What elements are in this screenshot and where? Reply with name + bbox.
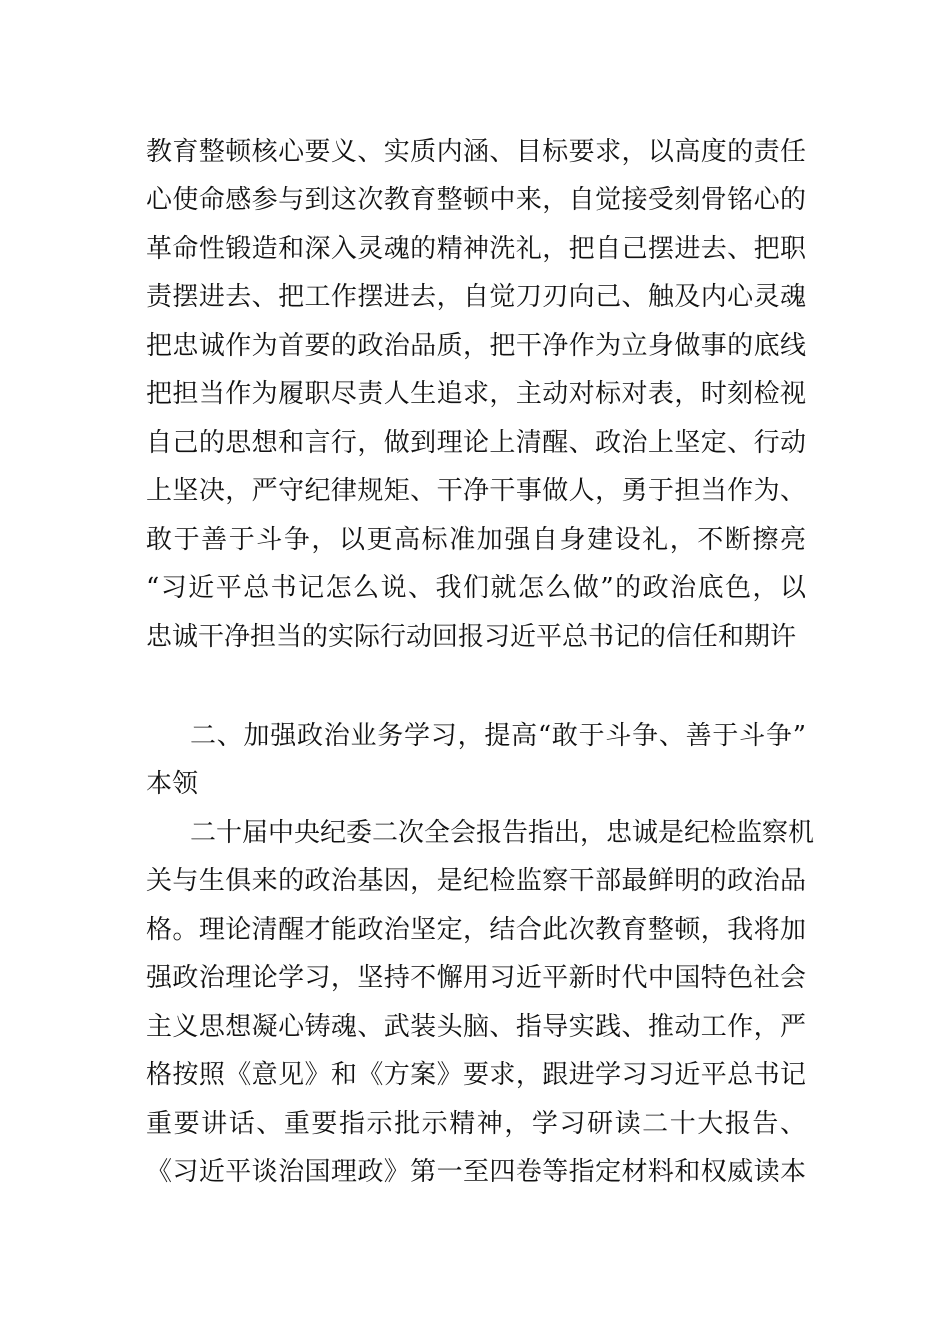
paragraph1-line-2: 心使命感参与到这次教育整顿中来，自觉接受刻骨铭心的 xyxy=(146,185,806,215)
paragraph1-line-4: 责摆进去、把工作摆进去，自觉刀刃向己、触及内心灵魂 xyxy=(146,282,806,312)
paragraph1-line-1: 教育整顿核心要义、实质内涵、目标要求，以高度的责任 xyxy=(146,137,806,167)
paragraph1-line-9: 敢于善于斗争，以更高标准加强自身建设礼，不断擦亮 xyxy=(146,525,806,555)
paragraph1-line-3: 革命性锻造和深入灵魂的精神洗礼，把自己摆进去、把职 xyxy=(146,234,806,264)
paragraph2-line-3: 格。理论清醒才能政治坚定，结合此次教育整顿，我将加 xyxy=(146,915,806,945)
paragraph2-line-6: 格按照《意见》和《方案》要求，跟进学习习近平总书记 xyxy=(146,1060,806,1090)
paragraph2-line-4: 强政治理论学习，坚持不懈用习近平新时代中国特色社会 xyxy=(146,963,806,993)
paragraph2-line-7: 重要讲话、重要指示批示精神，学习研读二十大报告、 xyxy=(146,1109,806,1139)
heading2-line-1: 二、加强政治业务学习，提高“敢于斗争、善于斗争” xyxy=(190,721,806,751)
paragraph1-line-6: 把担当作为履职尽责人生追求，主动对标对表，时刻检视 xyxy=(146,379,806,409)
paragraph2-line-8: 《习近平谈治国理政》第一至四卷等指定材料和权威读本 xyxy=(146,1157,806,1187)
paragraph2-line-1: 二十届中央纪委二次全会报告指出，忠诚是纪检监察机 xyxy=(190,818,815,848)
paragraph1-line-7: 自己的思想和言行，做到理论上清醒、政治上坚定、行动 xyxy=(146,428,806,458)
paragraph1-line-5: 把忠诚作为首要的政治品质，把干净作为立身做事的底线 xyxy=(146,331,806,361)
paragraph1-line-11: 忠诚干净担当的实际行动回报习近平总书记的信任和期许 xyxy=(146,622,797,652)
heading2-line-2: 本领 xyxy=(146,769,199,799)
paragraph1-line-10: “习近平总书记怎么说、我们就怎么做”的政治底色，以 xyxy=(146,573,806,603)
paragraph1-line-8: 上坚决，严守纪律规矩、干净干事做人，勇于担当作为、 xyxy=(146,476,806,506)
paragraph2-line-2: 关与生俱来的政治基因，是纪检监察干部最鲜明的政治品 xyxy=(146,866,806,896)
paragraph2-line-5: 主义思想凝心铸魂、武装头脑、指导实践、推动工作，严 xyxy=(146,1012,806,1042)
